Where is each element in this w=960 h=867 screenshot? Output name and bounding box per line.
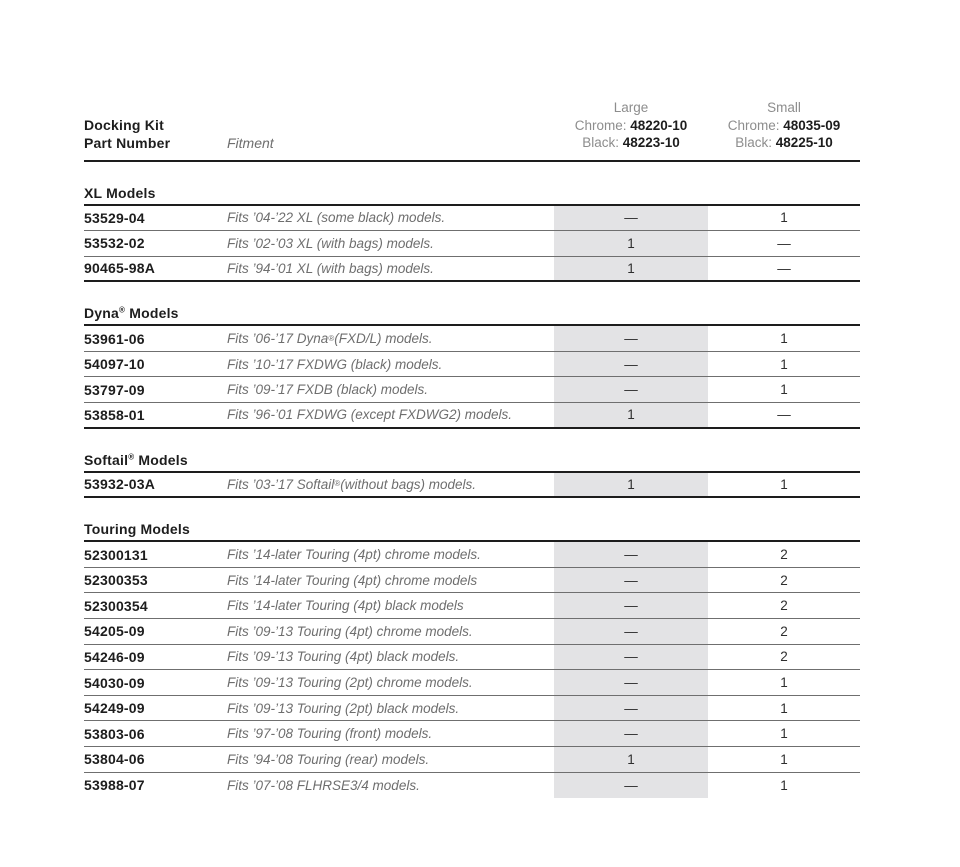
part-number-cell: 53532-02: [84, 235, 145, 252]
small-chrome-line: [708, 117, 860, 135]
section-title: Softail® Models: [84, 453, 860, 473]
part-number-cell: 54246-09: [84, 648, 145, 665]
chrome-label: Chrome:: [574, 117, 627, 133]
small-qty-cell: 1: [780, 382, 788, 398]
small-qty-cell: 2: [780, 572, 788, 588]
model-section: [84, 306, 860, 428]
small-qty-cell: 1: [780, 700, 788, 716]
fitment-cell: Fits ’14-later Touring (4pt) chrome models: [227, 572, 478, 588]
part-number-cell: 53797-09: [84, 381, 145, 398]
section-rows: [84, 206, 860, 283]
part-number-cell: 53803-06: [84, 725, 145, 742]
fitment-cell: Fits ’09-’13 Touring (4pt) black models.: [227, 649, 460, 665]
fitment-cell: Fits ’94-’08 Touring (rear) models.: [227, 751, 430, 767]
model-section: [84, 186, 860, 283]
part-number-cell: 53932-03A: [84, 476, 156, 493]
fitment-cell: Fits ’94-’01 XL (with bags) models.: [227, 260, 434, 276]
fitment-cell: Fits ’03-’17 Softail ® (without bags) models.: [227, 476, 477, 492]
model-section: [84, 453, 860, 499]
sections-container: [84, 186, 860, 799]
part-number-cell: 53529-04: [84, 209, 145, 226]
table-row: [84, 670, 860, 696]
large-qty-cell: —: [554, 568, 708, 593]
fitment-cell: Fits ’06-’17 Dyna ® (FXD/L) models.: [227, 331, 433, 347]
small-qty-cell: 2: [780, 598, 788, 614]
table-row: [84, 542, 860, 568]
small-qty-cell: 1: [780, 751, 788, 767]
small-qty-cell: —: [777, 407, 791, 423]
large-qty-cell: 1: [554, 747, 708, 772]
table-row: [84, 568, 860, 594]
fitment-column-header: Fitment: [227, 134, 274, 151]
part-number-header-line2: Part Number: [84, 134, 171, 151]
part-number-cell: 53988-07: [84, 777, 145, 794]
large-qty-cell: 1: [554, 403, 708, 427]
part-number-cell: 52300131: [84, 546, 148, 563]
table-header: [84, 0, 860, 162]
table-row: [84, 352, 860, 378]
large-black-part-number: 48223-10: [622, 135, 680, 150]
table-row: [84, 593, 860, 619]
fitment-cell: Fits ’04-’22 XL (some black) models.: [227, 210, 446, 226]
part-number-cell: 53804-06: [84, 751, 145, 768]
table-row: [84, 619, 860, 645]
part-number-cell: 53858-01: [84, 406, 145, 423]
table-row: [84, 403, 860, 429]
small-chrome-part-number: 48035-09: [783, 117, 841, 133]
section-rows: [84, 326, 860, 428]
part-number-cell: 90465-98A: [84, 260, 156, 277]
section-title: XL Models: [84, 186, 860, 206]
table-row: [84, 231, 860, 257]
part-number-cell: 52300353: [84, 572, 148, 589]
docking-kit-fitment-table: [84, 0, 860, 798]
small-qty-cell: —: [777, 235, 791, 251]
large-chrome-line: [554, 117, 708, 135]
table-row: [84, 773, 860, 799]
large-qty-cell: —: [554, 645, 708, 670]
table-row: [84, 747, 860, 773]
large-qty-cell: —: [554, 670, 708, 695]
small-qty-cell: 2: [780, 547, 788, 563]
small-qty-cell: 1: [780, 331, 788, 347]
small-qty-cell: 1: [780, 726, 788, 742]
small-qty-cell: —: [777, 260, 791, 276]
part-number-cell: 54205-09: [84, 623, 145, 640]
small-qty-cell: 1: [780, 210, 788, 226]
part-number-column-header: [84, 116, 227, 152]
large-size-label: Large: [613, 100, 649, 115]
large-qty-cell: —: [554, 721, 708, 746]
part-number-cell: 53961-06: [84, 330, 145, 347]
table-row: [84, 696, 860, 722]
section-rows: [84, 473, 860, 499]
model-section: [84, 522, 860, 798]
small-qty-cell: 1: [780, 356, 788, 372]
table-row: [84, 206, 860, 232]
large-qty-cell: —: [554, 593, 708, 618]
small-qty-cell: 1: [780, 777, 788, 793]
chrome-label: Chrome:: [727, 117, 780, 133]
large-chrome-part-number: 48220-10: [630, 117, 688, 133]
table-row: [84, 473, 860, 499]
large-qty-cell: 1: [554, 473, 708, 497]
fitment-cell: Fits ’97-’08 Touring (front) models.: [227, 726, 433, 742]
part-number-cell: 54249-09: [84, 700, 145, 717]
part-number-cell: 54097-10: [84, 356, 145, 373]
fitment-cell: Fits ’96-’01 FXDWG (except FXDWG2) models.: [227, 407, 513, 423]
large-column-header: [554, 99, 708, 152]
part-number-cell: 54030-09: [84, 674, 145, 691]
small-qty-cell: 2: [780, 623, 788, 639]
black-label: Black:: [735, 135, 772, 150]
black-label: Black:: [582, 135, 619, 150]
fitment-cell: Fits ’10-’17 FXDWG (black) models.: [227, 356, 443, 372]
fitment-cell: Fits ’09-’17 FXDB (black) models.: [227, 382, 429, 398]
table-row: [84, 721, 860, 747]
part-number-header-line1: Docking Kit: [84, 116, 164, 133]
fitment-cell: Fits ’14-later Touring (4pt) chrome models.: [227, 547, 481, 563]
small-qty-cell: 1: [780, 476, 788, 492]
large-qty-cell: —: [554, 619, 708, 644]
large-black-line: [554, 134, 708, 152]
large-qty-cell: 1: [554, 231, 708, 256]
small-size-label: Small: [767, 100, 801, 115]
fitment-cell: Fits ’07-’08 FLHRSE3/4 models.: [227, 777, 420, 793]
small-black-part-number: 48225-10: [775, 135, 833, 150]
large-qty-cell: —: [554, 326, 708, 351]
small-black-line: [708, 134, 860, 152]
fitment-cell: Fits ’09-’13 Touring (4pt) chrome models.: [227, 623, 473, 639]
large-qty-cell: —: [554, 696, 708, 721]
table-row: [84, 645, 860, 671]
large-qty-cell: —: [554, 206, 708, 231]
small-qty-cell: 1: [780, 675, 788, 691]
large-qty-cell: 1: [554, 257, 708, 281]
small-qty-cell: 2: [780, 649, 788, 665]
large-qty-cell: —: [554, 352, 708, 377]
part-number-cell: 52300354: [84, 597, 148, 614]
large-qty-cell: —: [554, 377, 708, 402]
small-column-header: [708, 99, 860, 152]
fitment-cell: Fits ’09-’13 Touring (2pt) chrome models.: [227, 675, 473, 691]
fitment-cell: Fits ’09-’13 Touring (2pt) black models.: [227, 700, 460, 716]
table-row: [84, 326, 860, 352]
table-row: [84, 377, 860, 403]
section-title: Dyna® Models: [84, 306, 860, 326]
section-title: Touring Models: [84, 522, 860, 542]
fitment-cell: Fits ’02-’03 XL (with bags) models.: [227, 235, 434, 251]
fitment-cell: Fits ’14-later Touring (4pt) black models: [227, 598, 464, 614]
section-rows: [84, 542, 860, 798]
large-qty-cell: —: [554, 542, 708, 567]
table-row: [84, 257, 860, 283]
large-qty-cell: —: [554, 773, 708, 799]
